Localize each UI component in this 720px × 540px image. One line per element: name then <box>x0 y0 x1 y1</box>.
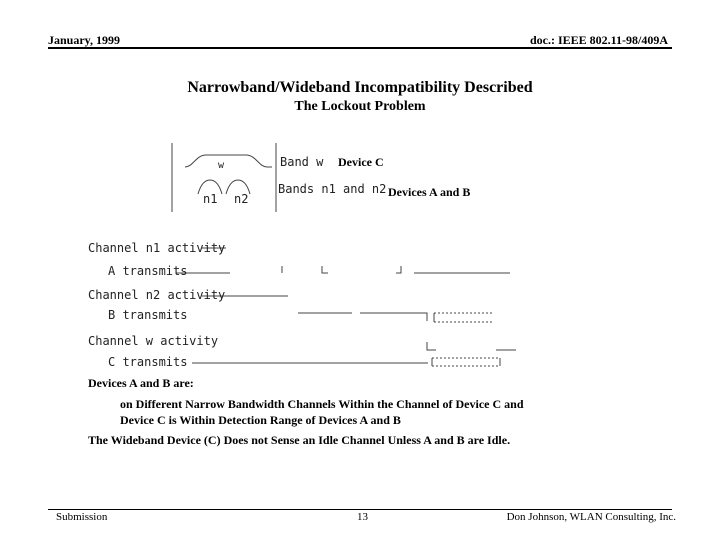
timing-label-w: Channel w activity <box>88 334 219 348</box>
n1-label: n1 <box>203 192 218 206</box>
header-date: January, 1999 <box>48 33 121 47</box>
notes-line-1: on Different Narrow Bandwidth Channels Within the Channel of Device C and <box>120 397 524 411</box>
a-transmit-tick-2 <box>322 266 328 273</box>
timing-label-n1: Channel n1 activity <box>88 241 226 255</box>
notes-heading: Devices A and B are: <box>88 376 194 390</box>
slide-subtitle: The Lockout Problem <box>294 99 426 114</box>
timing-label-n2: Channel n2 activity <box>88 288 226 302</box>
notes-conclusion: The Wideband Device (C) Does not Sense an Idle Channel Unless A and B are Idle. <box>88 433 511 447</box>
footer-author: Don Johnson, WLAN Consulting, Inc. <box>506 511 676 523</box>
band-w-text: Band w <box>280 155 324 169</box>
timing-label-b: B transmits <box>108 308 188 322</box>
timing-label-a: A transmits <box>108 264 188 278</box>
device-c-text: Device C <box>338 155 384 169</box>
b-transmit-segment-2 <box>360 313 427 321</box>
timing-label-c: C transmits <box>108 355 188 369</box>
notes-line-2: Device C is Within Detection Range of Devices A and B <box>120 413 401 427</box>
devices-ab-text: Devices A and B <box>388 185 471 199</box>
footer-rule <box>48 509 672 510</box>
wideband-w-curve <box>185 155 272 167</box>
footer-submission: Submission <box>56 511 108 523</box>
footer-page-number: 13 <box>357 511 368 523</box>
slide-title: Narrowband/Wideband Incompatibility Described <box>187 79 533 96</box>
w-activity-step <box>427 342 436 350</box>
n2-label: n2 <box>234 192 249 206</box>
w-label: w <box>218 160 225 171</box>
header-doc-id: doc.: IEEE 802.11-98/409A <box>529 33 668 47</box>
a-transmit-tick-3 <box>396 266 401 273</box>
bands-n-text: Bands n1 and n2 <box>278 182 387 196</box>
